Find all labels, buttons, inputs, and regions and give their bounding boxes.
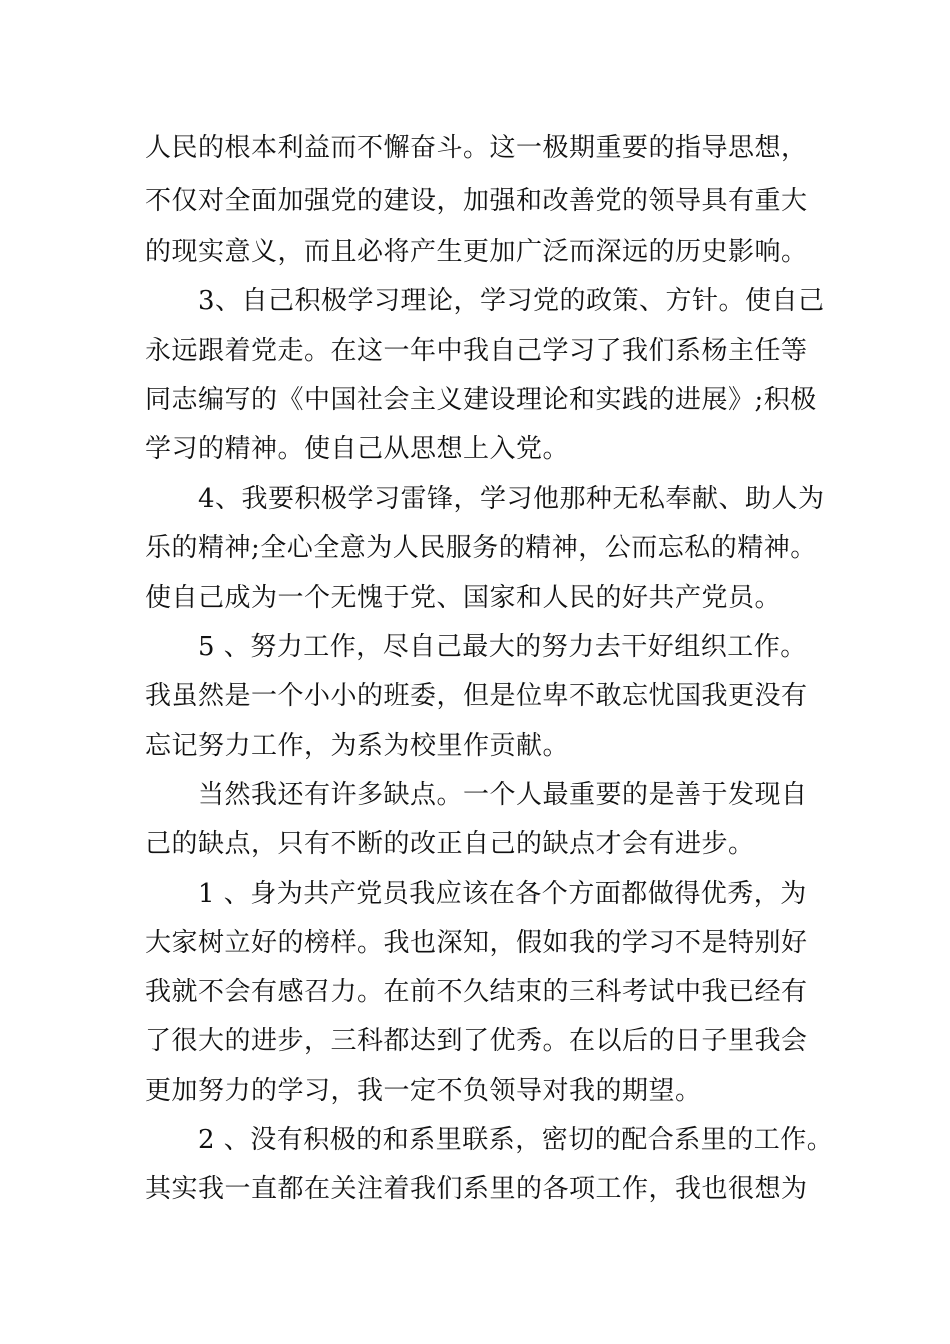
text-line: 4、我要积极学习雷锋，学习他那种无私奉献、助人为 <box>198 484 825 514</box>
text-line: 学习的精神。使自己从思想上入党。 <box>145 434 570 464</box>
text-line: 乐的精神;全心全意为人民服务的精神，公而忘私的精神。 <box>145 533 817 563</box>
text-line: 己的缺点，只有不断的改正自己的缺点才会有进步。 <box>145 829 755 859</box>
text-line: 大家树立好的榜样。我也深知，假如我的学习不是特别好 <box>145 928 808 958</box>
text-line: 的现实意义，而且必将产生更加广泛而深远的历史影响。 <box>145 237 808 267</box>
text-line: 5 、努力工作，尽自己最大的努力去干好组织工作。 <box>198 632 807 662</box>
text-line: 当然我还有许多缺点。一个人最重要的是善于发现自 <box>198 780 808 810</box>
text-line: 1 、身为共产党员我应该在各个方面都做得优秀，为 <box>198 879 807 909</box>
text-line: 使自己成为一个无愧于党、国家和人民的好共产党员。 <box>145 583 782 613</box>
text-line: 了很大的进步，三科都达到了优秀。在以后的日子里我会 <box>145 1026 808 1056</box>
text-line: 2 、没有积极的和系里联系，密切的配合系里的工作。 <box>198 1125 834 1155</box>
text-line: 永远跟着党走。在这一年中我自己学习了我们系杨主任等 <box>145 336 808 366</box>
text-line: 忘记努力工作，为系为校里作贡献。 <box>145 731 570 761</box>
text-line: 更加努力的学习，我一定不负领导对我的期望。 <box>145 1076 702 1106</box>
text-line: 我虽然是一个小小的班委，但是位卑不敢忘忧国我更没有 <box>145 681 808 711</box>
text-line: 不仅对全面加强党的建设，加强和改善党的领导具有重大 <box>145 186 808 216</box>
text-line: 同志编写的《中国社会主义建设理论和实践的进展》;积极 <box>145 385 817 415</box>
text-line: 我就不会有感召力。在前不久结束的三科考试中我已经有 <box>145 977 808 1007</box>
text-line: 其实我一直都在关注着我们系里的各项工作，我也很想为 <box>145 1174 808 1204</box>
text-line: 3、自己积极学习理论，学习党的政策、方针。使自己 <box>198 286 825 316</box>
text-line: 人民的根本利益而不懈奋斗。这一极期重要的指导思想， <box>145 133 808 163</box>
